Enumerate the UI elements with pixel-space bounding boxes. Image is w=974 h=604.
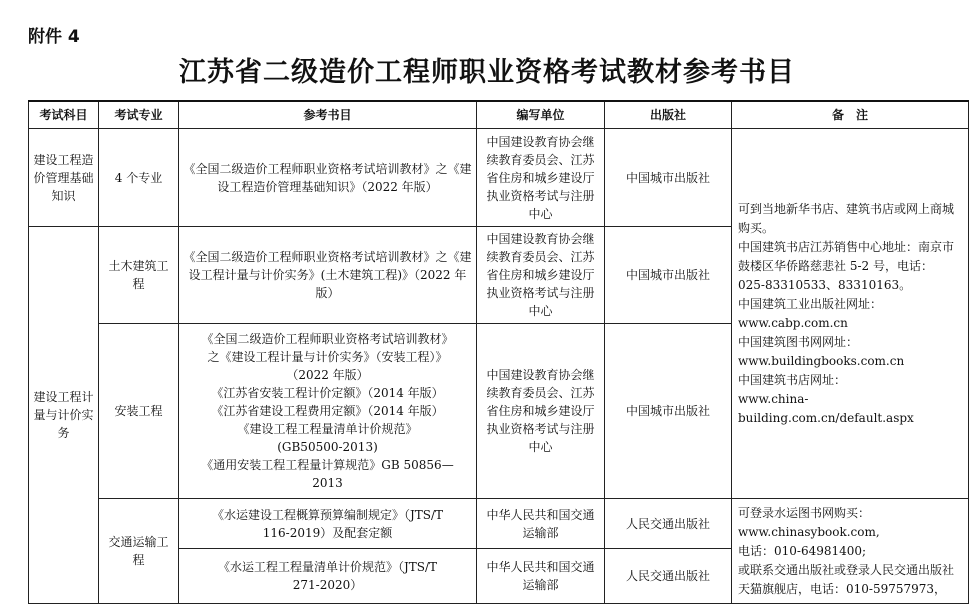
book-line: 《水运建设工程概算预算编制规定》（JTS/T [211,507,444,522]
attachment-label: 附件 4 [28,27,80,47]
book-line: 《全国二级造价工程师职业资格考试培训教材》 [201,332,454,346]
cell-major: 交通运输工程 [99,499,179,604]
cell-publisher: 中国城市出版社 [605,324,732,499]
cell-editor: 中华人民共和国交通运输部 [477,499,605,549]
cell-books: 《全国二级造价工程师职业资格考试培训教材》之《建设工程造价管理基础知识》（2022 年版） [179,129,477,227]
cell-notes-transport [732,499,969,604]
book-list-table [28,100,969,604]
note-link[interactable]: www.cabp.com.cn [738,315,848,330]
book-line: 2013 [312,476,343,490]
cell-subject: 建设工程计量与计价实务 [29,227,99,604]
note-line: 可登录水运图书网购买： [738,505,871,520]
cell-books [179,324,477,499]
note-link[interactable]: www.chinasybook.com, [738,524,880,539]
book-line: (GB50500-2013) [277,440,378,454]
cell-publisher: 人民交通出版社 [605,549,732,604]
header-notes: 备 注 [732,101,969,129]
book-line: 《建设工程工程量清单计价规范》 [237,422,418,436]
cell-books [179,499,477,549]
note-line: 中国建筑书店江苏销售中心地址：南京市鼓楼区华侨路慈悲社 5-2 号，电话： 025-83310533、83310163。 [738,239,955,292]
cell-books: 《全国二级造价工程师职业资格考试培训教材》之《建设工程计量与计价实务》(土木建筑工程)》（2022 年版） [179,227,477,324]
note-link[interactable]: www.china-building.com.cn/default.aspx [738,391,914,425]
cell-publisher: 中国城市出版社 [605,227,732,324]
cell-publisher: 人民交通出版社 [605,499,732,549]
book-line: 之《建设工程计量与计价实务》（安装工程）》 [207,350,448,364]
book-line: 《江苏省安装工程计价定额》（2014 年版） [211,386,444,400]
cell-publisher: 中国城市出版社 [605,129,732,227]
book-line: （2022 年版） [286,368,369,382]
cell-major: 4 个专业 [99,129,179,227]
cell-editor: 中国建设教育协会继续教育委员会、江苏省住房和城乡建设厅执业资格考试与注册中心 [477,324,605,499]
cell-editor: 中华人民共和国交通运输部 [477,549,605,604]
book-line: 《通用安装工程工程量计算规范》GB 50856— [201,458,454,472]
cell-editor: 中国建设教育协会继续教育委员会、江苏省住房和城乡建设厅执业资格考试与注册中心 [477,227,605,324]
header-subject: 考试科目 [29,101,99,129]
note-line: 中国建筑书店网址： [738,372,847,387]
book-line: 271-2020） [292,578,363,592]
table-row [29,129,969,227]
cell-major: 土木建筑工程 [99,227,179,324]
book-line: 116-2019）及配套定额 [262,525,393,540]
note-line: 中国建筑图书网网址： [738,334,859,349]
cell-subject: 建设工程造价管理基础知识 [29,129,99,227]
table-row [29,499,969,549]
cell-major: 安装工程 [99,324,179,499]
book-line: 《江苏省建设工程费用定额》（2014 年版） [211,404,444,418]
note-line: 或联系交通出版社或登录人民交通出版社天猫旗舰店，电话：010-59757973， [738,562,955,596]
note-line: 电话：010-64981400; [738,543,867,558]
table-header-row [29,101,969,129]
cell-notes-general [732,129,969,499]
header-books: 参考书目 [179,101,477,129]
note-line: 中国建筑工业出版社网址： [738,296,883,311]
page-title: 江苏省二级造价工程师职业资格考试教材参考书目 [179,57,795,88]
header-publisher: 出版社 [605,101,732,129]
note-line: 可到当地新华书店、建筑书店或网上商城购买。 [738,201,955,235]
header-editor: 编写单位 [477,101,605,129]
note-link[interactable]: www.buildingbooks.com.cn [738,353,905,368]
book-line: 《水运工程工程量清单计价规范》（JTS/T [217,560,438,574]
cell-editor: 中国建设教育协会继续教育委员会、江苏省住房和城乡建设厅执业资格考试与注册中心 [477,129,605,227]
cell-books [179,549,477,604]
header-major: 考试专业 [99,101,179,129]
